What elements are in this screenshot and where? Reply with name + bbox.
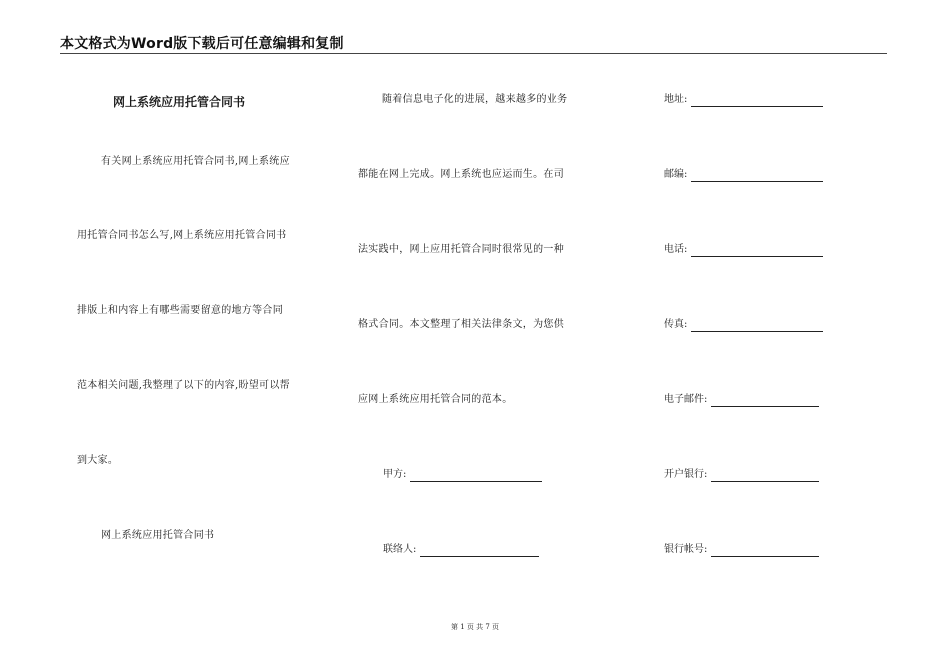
page-number: 第 1 页 共 7 页: [450, 623, 500, 631]
phone-blank: [691, 245, 823, 257]
col2-line-4: 格式合同。本文整理了相关法律条文，为您供: [358, 319, 564, 330]
col1-line-4: 范本相关问题,我整理了以下的内容,盼望可以帮: [77, 380, 290, 391]
col2-line-2: 都能在网上完成。网上系统也应运而生。在司: [358, 169, 564, 180]
header-divider: [60, 53, 887, 54]
postcode-field: [664, 168, 823, 182]
col1-line-5: 到大家。: [77, 455, 119, 466]
contact-person-blank: [420, 545, 539, 557]
bank-label: 开户银行:: [664, 469, 708, 480]
email-field: [664, 393, 819, 407]
party-a-label: 甲方:: [383, 469, 407, 480]
col2-line-5: 应网上系统应用托管合同的范本。: [358, 394, 513, 405]
bank-account-label: 银行帐号:: [664, 544, 708, 555]
fax-label: 传真:: [664, 319, 688, 330]
phone-label: 电话:: [664, 244, 688, 255]
col2-line-1: 随着信息电子化的进展，越来越多的业务: [382, 94, 568, 105]
page-header-title: 本文格式为Word版下载后可任意编辑和复制: [60, 36, 344, 52]
party-a-field: [383, 468, 542, 482]
address-label: 地址:: [664, 94, 688, 105]
fax-blank: [691, 320, 823, 332]
fax-field: [664, 318, 823, 332]
col1-line-2: 用托管合同书怎么写,网上系统应用托管合同书: [77, 230, 287, 241]
col1-line-3: 排版上和内容上有哪些需要留意的地方等合同: [77, 305, 283, 316]
col1-line-1: 有关网上系统应用托管合同书,网上系统应: [101, 156, 290, 167]
col1-subtitle: 网上系统应用托管合同书: [101, 530, 215, 541]
contact-person-label: 联络人:: [383, 544, 417, 555]
bank-account-field: [664, 543, 819, 557]
bank-blank: [711, 470, 819, 482]
address-field: [664, 93, 823, 107]
party-a-blank: [410, 470, 542, 482]
bank-account-blank: [711, 545, 819, 557]
document-title: 网上系统应用托管合同书: [113, 95, 246, 109]
address-blank: [691, 95, 823, 107]
phone-field: [664, 243, 823, 257]
contact-person-field: [383, 543, 539, 557]
postcode-blank: [691, 170, 823, 182]
postcode-label: 邮编:: [664, 169, 688, 180]
col2-line-3: 法实践中，网上应用托管合同时很常见的一种: [358, 244, 564, 255]
email-label: 电子邮件:: [664, 394, 708, 405]
bank-field: [664, 468, 819, 482]
email-blank: [711, 395, 819, 407]
